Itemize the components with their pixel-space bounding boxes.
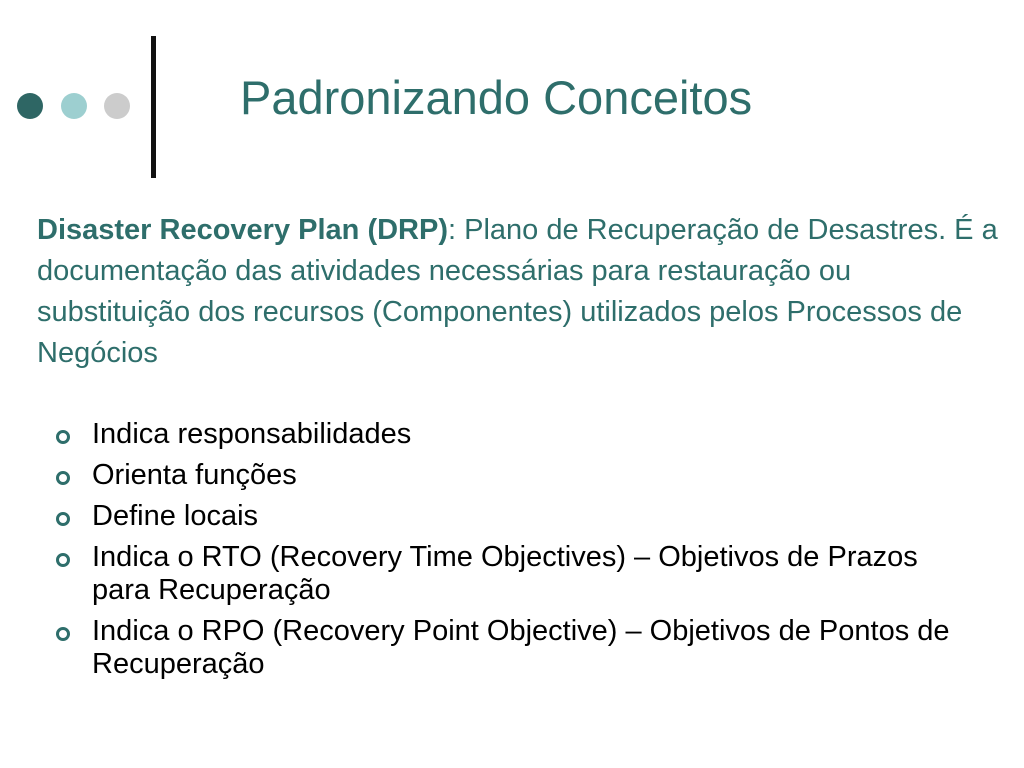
intro-paragraph — [37, 210, 1007, 374]
intro-term: Disaster Recovery Plan (DRP) — [37, 214, 448, 246]
ring-bullet-icon — [56, 471, 70, 485]
bullet-text: Orienta funções — [92, 459, 297, 491]
bullet-list — [50, 418, 980, 689]
bullet-item — [50, 541, 980, 607]
slide-title: Padronizando Conceitos — [240, 71, 753, 124]
intro-text: : Plano de Recuperação de Desastres. É a documentação das atividades necessárias para restauração ou substituição dos recursos (Componentes) utilizados pelos Processos de Negócios — [37, 214, 998, 369]
bullet-text: Indica o RTO (Recovery Time Objectives) – Objetivos de Prazos para Recuperação — [92, 541, 918, 606]
dark-teal-dot-icon — [17, 93, 43, 119]
title-divider — [151, 36, 156, 178]
ring-bullet-icon — [56, 553, 70, 567]
ring-bullet-icon — [56, 627, 70, 641]
light-teal-dot-icon — [61, 93, 87, 119]
bullet-text: Indica responsabilidades — [92, 418, 412, 450]
bullet-item — [50, 418, 980, 451]
bullet-text: Indica o RPO (Recovery Point Objective) – Objetivos de Pontos de Recuperação — [92, 615, 950, 680]
bullet-item — [50, 500, 980, 533]
bullet-item — [50, 615, 980, 681]
bullet-item — [50, 459, 980, 492]
bullet-text: Define locais — [92, 500, 259, 532]
gray-dot-icon — [104, 93, 130, 119]
ring-bullet-icon — [56, 430, 70, 444]
ring-bullet-icon — [56, 512, 70, 526]
